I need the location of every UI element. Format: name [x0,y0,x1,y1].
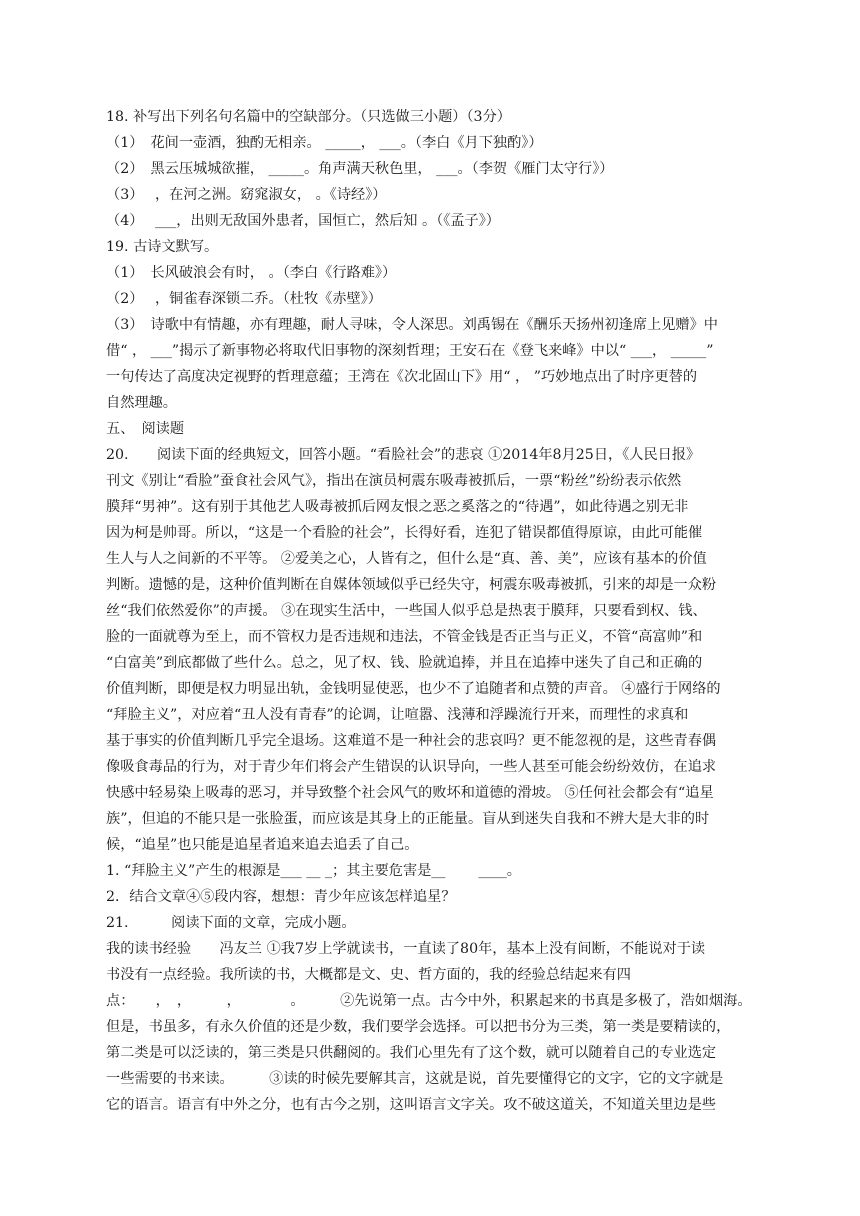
q20-passage-line: 刊文《别让“看脸”蚕食社会风气》，指出在演员柯震东吸毒被抓后，一票“粉丝”纷纷表示依然 [106,473,682,489]
q19-heading: 19. 古诗文默写。 [106,239,219,255]
q19-item-3-line-2: 借“ ， ___”揭示了新事物必将取代旧事物的深刻哲理；王安石在《登飞来峰》中以“ ___， _____” [106,343,714,359]
q19-item-3-line-4: 自然理趣。 [106,395,177,411]
q19-item-2: （2） ，铜雀春深锁二乔。（杜牧《赤壁》） [106,291,382,307]
q18-item-3: （3） ，在河之洲。窈窕淑女， 。《诗经》） [106,187,387,203]
q20-passage-line: 膜拜“男神”。这有别于其他艺人吸毒被抓后网友恨之恶之奚落之的“待遇”，如此待遇之别无非 [106,499,689,515]
q20-passage-line: 生人与人之间新的不平等。 ②爱美之心，人皆有之，但什么是“真、善、美”，应该有基本的价值 [106,551,707,567]
q21-passage-line: 第二类是可以泛读的，第三类是只供翻阅的。我们心里先有了这个数，就可以随着自己的专业选定 [106,1045,717,1061]
q21-passage-line: 它的语言。语言有中外之分，也有古今之别，这叫语言文字关。攻不破这道关，不知道关里边是些 [106,1097,717,1113]
q19-item-3-line-3: 一句传达了高度决定视野的哲理意蕴；王湾在《次北固山下》用“ ， ”巧妙地点出了时序更替的 [106,369,698,385]
q21-passage-line: 我的读书经验 冯友兰 ①我7岁上学就读书，一直读了80年，基本上没有间断，不能说对于读 [106,941,706,957]
q18-heading: 18. 补写出下列名句名篇中的空缺部分。（只选做三小题）（3分） [106,109,511,125]
q20-passage-line: 20. 阅读下面的经典短文，回答小题。“看脸社会”的悲哀 ①2014年8月25日，《人民日报》 [106,447,701,463]
q20-passage-line: 价值判断，即便是权力明显出轨，金钱明显使恶，也少不了追随者和点赞的声音。 ④盛行于网络的 [106,681,721,697]
q20-sub-question-2: 2．结合文章④⑤段内容，想想：青少年应该怎样追星？ [106,889,456,905]
q21-heading: 21. 阅读下面的文章，完成小题。 [106,915,356,931]
q20-passage-line: 快感中轻易染上吸毒的恶习，并导致整个社会风气的败坏和道德的滑坡。 ⑤任何社会都会有“追星 [106,785,714,801]
q18-item-2: （2） 黑云压城城欲摧， _____。角声满天秋色里， ___。（李贺《雁门太守行》） [106,161,614,177]
q20-passage-line: “白富美”到底都做了些什么。总之，见了权、钱、脸就追捧，并且在追捧中迷失了自己和正确的 [106,655,703,671]
q20-passage-line: 丝“我们依然爱你”的声援。 ③在现实生活中，一些国人似乎总是热衷于膜拜，只要看到权、钱、 [106,603,707,619]
q21-passage-line: 点： ， ， ， 。 ②先说第一点。古今中外，积累起来的书真是多极了，浩如烟海。 [106,993,752,1009]
q18-item-4: （4） ___，出则无敌国外患者，国恒亡，然后知 。（《孟子》） [106,213,500,229]
q20-sub-question-1: 1. “拜脸主义”产生的根源是___ __ _；其主要危害是__ ____。 [106,863,521,879]
section-five-heading: 五、 阅读题 [106,421,185,437]
q20-passage-line: 判断。遗憾的是，这种价值判断在自媒体领域似乎已经失守，柯震东吸毒被抓，引来的却是一众粉 [106,577,717,593]
q20-passage-line: 因为柯是帅哥。所以，“这是一个看脸的社会”，长得好看，连犯了错误都值得原谅，由此可能催 [106,525,703,541]
q21-passage-line: 一些需要的书来读。 ③读的时候先要解其言，这就是说，首先要懂得它的文字，它的文字就是 [106,1071,724,1087]
q19-item-1: （1） 长风破浪会有时， 。（李白《行路难》） [106,265,397,281]
q20-passage-line: 脸的一面就尊为至上，而不管权力是否违规和违法，不管金钱是否正当与正义，不管“高富帅”和 [106,629,703,645]
q21-passage-line: 但是，书虽多，有永久价值的还是少数，我们要学会选择。可以把书分为三类，第一类是要精读的， [106,1019,731,1035]
q19-item-3-line-1: （3） 诗歌中有情趣，亦有理趣，耐人寻味，令人深思。刘禹锡在《酬乐天扬州初逢席上见赠》中 [106,317,718,333]
q18-item-1: （1） 花间一壶酒，独酌无相亲。 _____， ___。（李白《月下独酌》） [106,135,543,151]
q20-passage-line: 族”，但追的不能只是一张脸蛋，而应该是其身上的正能量。盲从到迷失自我和不辨大是大非的时 [106,811,710,827]
q20-passage-line: “拜脸主义”，对应着“丑人没有青春”的论调，让喧嚣、浅薄和浮躁流行开来，而理性的求真和 [106,707,689,723]
q20-passage-line: 候，“追星”也只能是追星者追来追去追丢了自己。 [106,837,419,853]
q20-passage-line: 基于事实的价值判断几乎完全退场。这难道不是一种社会的悲哀吗？更不能忽视的是，这些青春偶 [106,733,717,749]
q20-passage-line: 像吸食毒品的行为，对于青少年们将会产生错误的认识导向，一些人甚至可能会纷纷效仿，在追求 [106,759,717,775]
q21-passage-line: 书没有一点经验。我所读的书，大概都是文、史、哲方面的，我的经验总结起来有四 [106,967,631,983]
